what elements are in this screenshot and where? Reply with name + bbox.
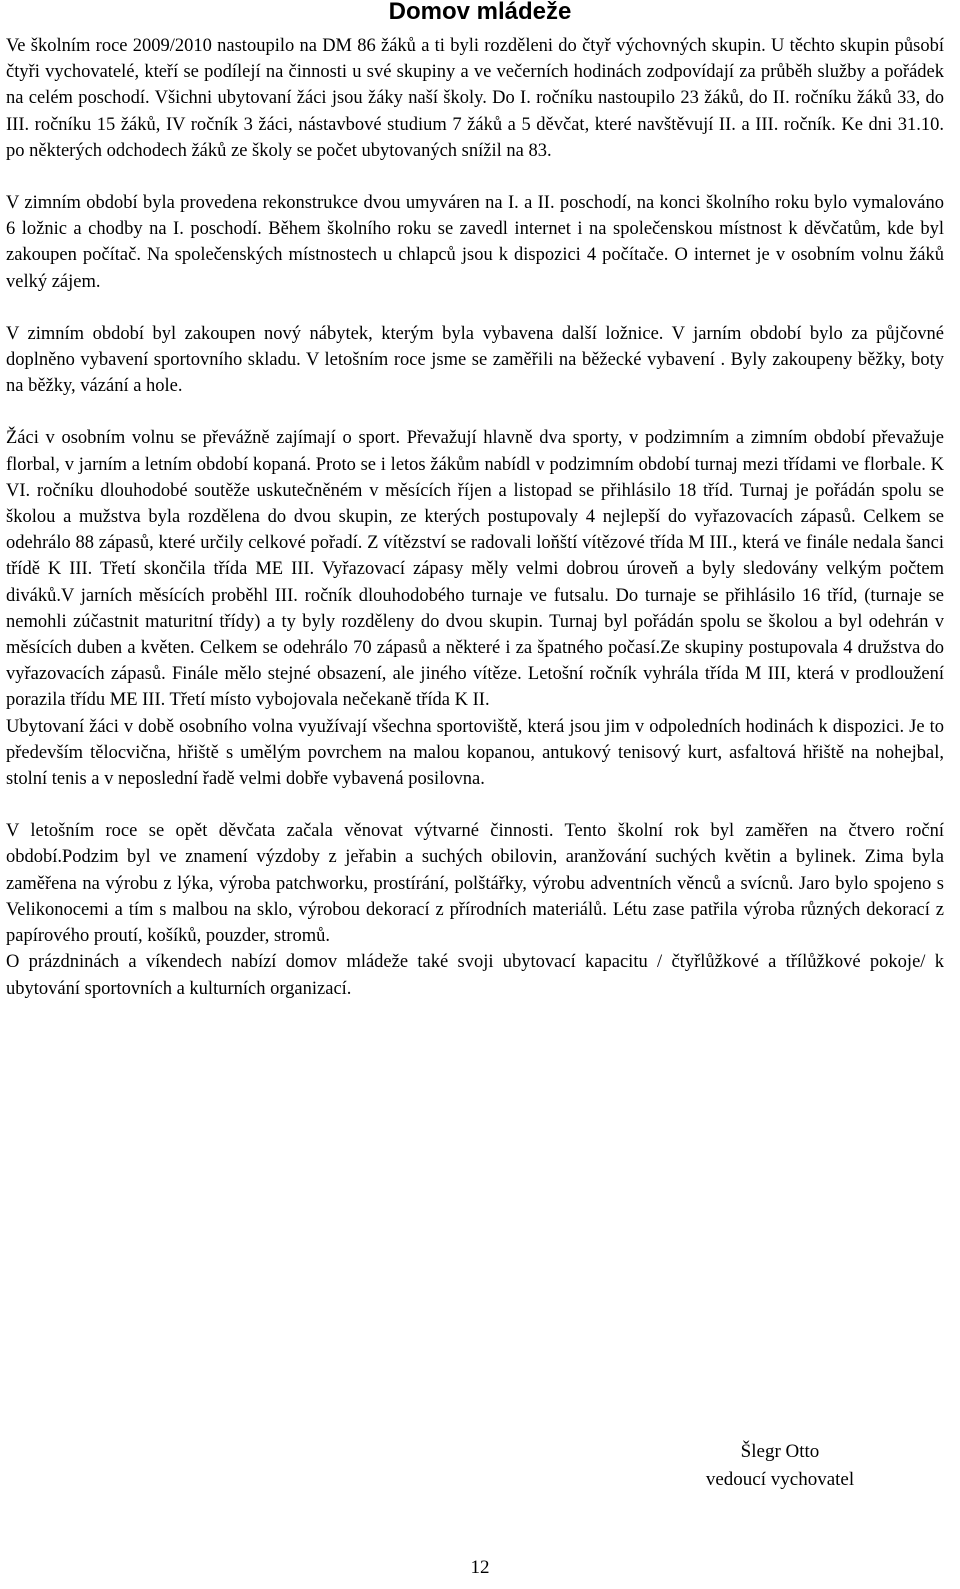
document-body: [6, 33, 944, 1002]
paragraph-furniture: V zimním období byl zakoupen nový nábytek, kterým byla vybavena další ložnice. V jarním období bylo za půjčovné doplněno vybavení sportovního skladu. V letošním roce jsme se zaměřili na běžecké vybavení . Byly zakoupeny běžky, boty na běžky, vázání a hole.: [6, 323, 944, 397]
paragraph-facilities: Ubytovaní žáci v době osobního volna využívají všechna sportoviště, která jsou jim v odpoledních hodinách k dispozici. Je to především tělocvična, hřiště s umělým povrchem na malou kopanou, antukový tenisový kurt, asfaltová hřiště na nohejbal, stolní tenis a v neposlední řadě velmi dobře vybavená posilovna.: [6, 716, 944, 790]
paragraph-art-activities: V letošním roce se opět děvčata začala věnovat výtvarné činnosti. Tento školní rok byl zaměřen na čtvero roční období.Podzim byl ve znamení výzdoby z jeřabin a suchých obilovin, aranžování suchých květin a bylinek. Zima byla zaměřena na výrobu z lýka, výroba patchworku, prostírání, polštářky, výrobu adventních věnců a svícnů. Jaro bylo spojeno s Velikonocemi a tím s malbou na sklo, výrobou dekorací z přírodních materiálů. Létu zase patřila výroba různých dekorací z papírového proutí, košíků, pouzder, stromů.: [6, 821, 944, 947]
paragraph-students-count: Ve školním roce 2009/2010 nastoupilo na DM 86 žáků a ti byli rozděleni do čtyř výchovných skupin. U těchto skupin působí čtyři vychovatelé, kteří se podílejí na činnosti u své skupiny a ve večerních hodinách zodpovídají za průběh služby a pořádek na celém poschodí. Všichni ubytovaní žáci jsou žáky naší školy. Do I. ročníku nastoupilo 23 žáků, do II. ročníku žáků 33, do III. ročníku 15 žáků, IV ročník 3 žáci, nástavbové studium 7 žáků a 5 děvčat, které navštěvují II. a III. ročník. Ke dni 31.10. po některých odchodech žáků ze školy se počet ubytovaných snížil na 83.: [6, 36, 944, 161]
paragraph-gap: [6, 399, 944, 425]
page-number: 12: [470, 1557, 490, 1578]
paragraph-sports: Žáci v osobním volnu se převážně zajímají o sport. Převažují hlavně dva sporty, v podzimním a zimním období převažuje florbal, v jarním a letním období kopaná. Proto se i letos žákům nabídl v podzimním období turnaj mezi třídami ve florbale. K VI. ročníku dlouhodobé soutěže uskutečněném v měsících říjen a listopad se přihlásilo 18 tříd. Turnaj je pořádán spolu se školou a mužstva byla rozdělena do dvou skupin, ze kterých postupovaly 4 nejlepší do vyřazovacích zápasů. Celkem se odehrálo 88 zápasů, které určily celkové pořadí. Z vítězství se radovali loňští vítězové třída M III., která ve finále nedala šanci třídě K III. Třetí skončila třída ME III. Vyřazovací zápasy měly velmi dobrou úroveň a byly sledovány velkým počtem diváků.V jarních měsících proběhl III. ročník dlouhodobého turnaje ve futsalu. Do turnaje se přihlásilo 16 tříd, (turnaje se nemohli zúčastnit maturitní třídy) a ty byly rozděleny do dvou skupin. Turnaj byl pořádán spolu se školou a byl odehrán v měsících duben a květen. Celkem se odehrálo 70 zápasů a některé i za špatného počasí.Ze skupiny postupovala 4 družstva do vyřazovacích zápasů. Finále mělo stejné obsazení, ale jiného vítěze. Letošní ročník vyhrála třída M III, která v prodloužení porazila třídu ME III. Třetí místo vybojovala nečekaně třída K II.: [6, 428, 944, 711]
page-title: Domov mládeže: [388, 0, 572, 25]
paragraph-accommodation: O prázdninách a víkendech nabízí domov mládeže také svoji ubytovací kapacitu / čtyřlůžkové a třílůžkové pokoje/ k ubytování sportovních a kulturních organizací.: [6, 952, 944, 999]
signature-role: vedoucí vychovatel: [705, 1469, 855, 1490]
paragraph-gap: [6, 792, 944, 818]
signature-name: Šlegr Otto: [740, 1441, 820, 1462]
paragraph-gap: [6, 295, 944, 321]
signature-block: [660, 1438, 900, 1494]
paragraph-renovation: V zimním období byla provedena rekonstrukce dvou umyváren na I. a II. poschodí, na konci školního roku bylo vymalováno 6 ložnic a chodby na I. poschodí. Během školního roku se zavedl internet i na společenskou místnost k děvčatům, kde byl zakoupen počítač. Na společenských místnostech u chlapců jsou k dispozici 4 počítače. O internet je v osobním volnu žáků velký zájem.: [6, 193, 944, 292]
paragraph-gap: [6, 164, 944, 190]
